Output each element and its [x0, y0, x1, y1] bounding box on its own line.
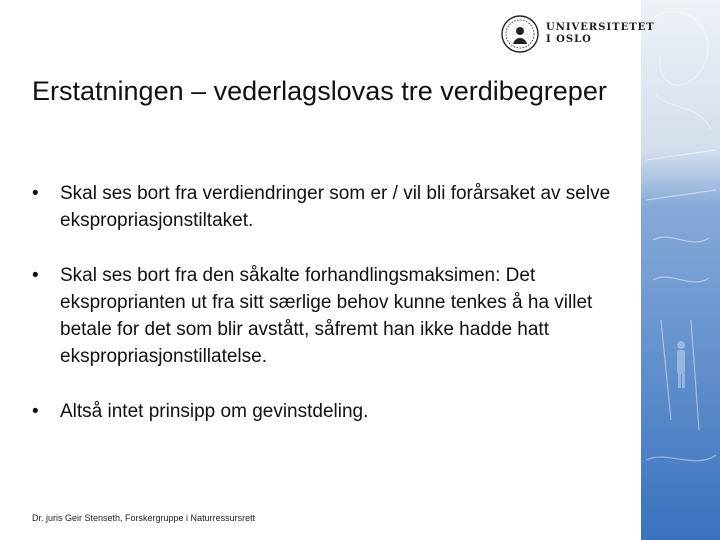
bullet-item — [32, 398, 632, 425]
bullet-marker: • — [32, 401, 39, 422]
bullet-text: Altså intet prinsipp om gevinstdeling. — [60, 401, 369, 422]
university-logo — [500, 14, 655, 54]
bullet-marker: • — [32, 265, 39, 286]
logo-line-1: UNIVERSITETET — [546, 22, 655, 33]
bullet-text: Skal ses bort fra den såkalte forhandlingsmaksimen: Det eksproprianten ut fra sitt særlige behov kunne tenkes å ha villet betale for det som blir avstått, såfremt han ikke hadde hatt ekspropriasjonstillatelse. — [60, 265, 593, 367]
bullet-item — [32, 262, 632, 370]
logo-text — [546, 22, 655, 46]
bullet-marker: • — [32, 183, 39, 204]
footer-author: Dr. juris Geir Stenseth, Forskergruppe i Naturressursrett — [32, 513, 256, 523]
slide-title: Erstatningen – vederlagslovas tre verdibegreper — [32, 76, 607, 106]
bullet-item — [32, 180, 632, 234]
bullet-text: Skal ses bort fra verdiendringer som er / vil bli forårsaket av selve ekspropriasjonstiltaket. — [60, 183, 611, 231]
side-decoration — [641, 0, 720, 540]
logo-line-2: I OSLO — [546, 34, 592, 45]
bullet-list — [32, 180, 632, 425]
seal-icon — [500, 14, 540, 54]
